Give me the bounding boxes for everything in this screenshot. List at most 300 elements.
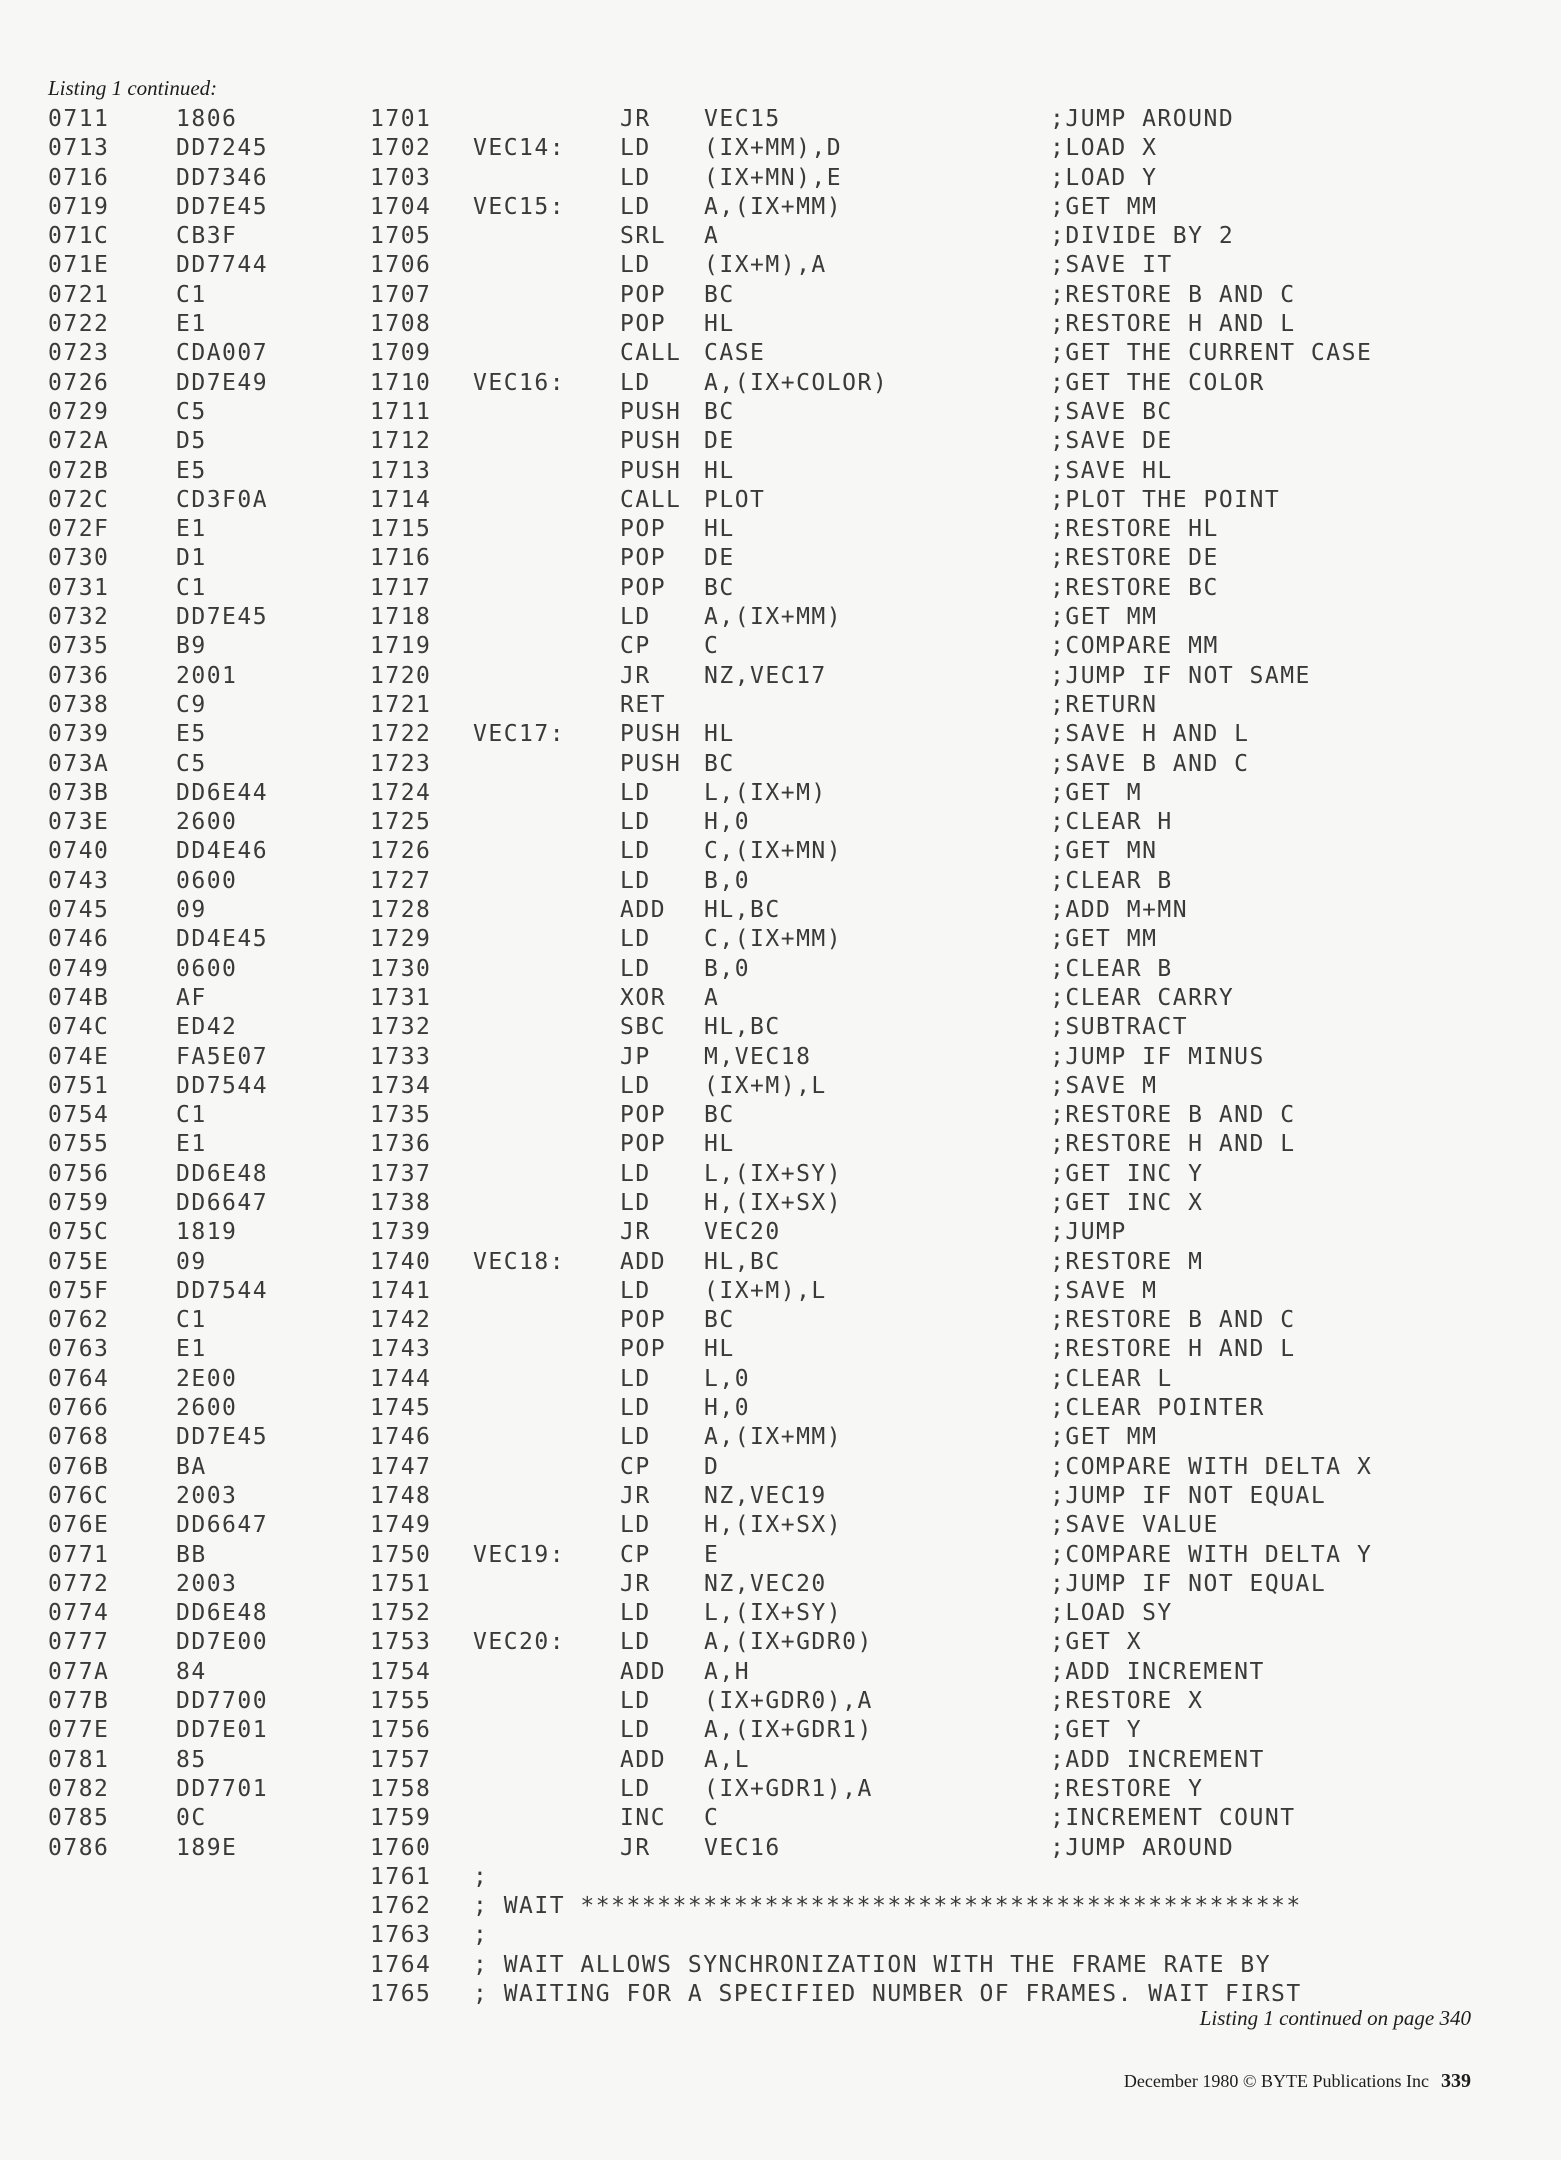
address: 0785 xyxy=(48,1805,110,1832)
operand: (IX+M),A xyxy=(704,252,827,279)
comment: ;ADD M+MN xyxy=(1050,897,1189,924)
object-code: DD7544 xyxy=(176,1277,269,1304)
comment: ;ADD INCREMENT xyxy=(1050,1746,1265,1773)
opcode: CALL xyxy=(620,486,682,513)
object-code: DD7E01 xyxy=(176,1717,269,1744)
opcode: LD xyxy=(620,1775,651,1802)
object-code: 0C xyxy=(176,1805,207,1832)
opcode: JR xyxy=(620,1570,651,1597)
object-code: 189E xyxy=(176,1834,238,1861)
operand: A,(IX+GDR0) xyxy=(704,1629,873,1656)
address: 0746 xyxy=(48,926,110,953)
line-number: 1735 xyxy=(370,1102,432,1129)
line-number: 1741 xyxy=(370,1277,432,1304)
address: 074B xyxy=(48,984,110,1011)
opcode: LD xyxy=(620,809,651,836)
address: 0768 xyxy=(48,1424,110,1451)
opcode: POP xyxy=(620,311,667,338)
line-number: 1750 xyxy=(370,1541,432,1568)
comment: ;CLEAR B xyxy=(1050,955,1173,982)
opcode: CALL xyxy=(620,340,682,367)
line-number: 1749 xyxy=(370,1512,432,1539)
comment: ;LOAD Y xyxy=(1050,164,1158,191)
operand: (IX+MN),E xyxy=(704,164,843,191)
opcode: SBC xyxy=(620,1014,667,1041)
comment: ;RESTORE H AND L xyxy=(1050,1336,1296,1363)
opcode: SRL xyxy=(620,223,667,250)
line-number: 1708 xyxy=(370,311,432,338)
comment: ;JUMP xyxy=(1050,1219,1127,1246)
object-code: 2003 xyxy=(176,1482,238,1509)
address: 0755 xyxy=(48,1131,110,1158)
opcode: LD xyxy=(620,369,651,396)
opcode: LD xyxy=(620,604,651,631)
address: 0739 xyxy=(48,721,110,748)
operand: BC xyxy=(704,281,735,308)
opcode: PUSH xyxy=(620,750,682,777)
operand: C xyxy=(704,1805,720,1832)
comment: ;RESTORE B AND C xyxy=(1050,1307,1296,1334)
operand: PLOT xyxy=(704,486,766,513)
object-code: 85 xyxy=(176,1746,207,1773)
comment: ;INCREMENT COUNT xyxy=(1050,1805,1296,1832)
comment: ;GET MM xyxy=(1050,926,1158,953)
opcode: LD xyxy=(620,838,651,865)
operand: (IX+GDR1),A xyxy=(704,1775,873,1802)
line-number: 1725 xyxy=(370,809,432,836)
comment: ;DIVIDE BY 2 xyxy=(1050,223,1235,250)
comment: ;SAVE HL xyxy=(1050,457,1173,484)
line-number: 1764 xyxy=(370,1951,432,1978)
comment: ;JUMP IF NOT EQUAL xyxy=(1050,1570,1327,1597)
page-footer xyxy=(1124,2070,1471,2093)
address: 0738 xyxy=(48,691,110,718)
object-code: 0600 xyxy=(176,867,238,894)
line-number: 1737 xyxy=(370,1160,432,1187)
comment: ;GET X xyxy=(1050,1629,1143,1656)
object-code: DD7346 xyxy=(176,164,269,191)
opcode: POP xyxy=(620,574,667,601)
line-number: 1755 xyxy=(370,1688,432,1715)
opcode: LD xyxy=(620,1424,651,1451)
line-number: 1765 xyxy=(370,1981,432,2007)
comment: ;RESTORE HL xyxy=(1050,516,1219,543)
operand: BC xyxy=(704,1307,735,1334)
opcode: LD xyxy=(620,1600,651,1627)
opcode: LD xyxy=(620,1277,651,1304)
operand: BC xyxy=(704,1102,735,1129)
operand: HL,BC xyxy=(704,1248,781,1275)
address: 072F xyxy=(48,516,110,543)
operand: BC xyxy=(704,574,735,601)
operand: NZ,VEC17 xyxy=(704,662,827,689)
issue-credit: December 1980 © BYTE Publications Inc xyxy=(1123,2071,1429,2091)
line-number: 1715 xyxy=(370,516,432,543)
operand: NZ,VEC20 xyxy=(704,1570,827,1597)
address: 076E xyxy=(48,1512,110,1539)
comment: ;RESTORE BC xyxy=(1050,574,1219,601)
opcode: INC xyxy=(620,1805,667,1832)
address: 0774 xyxy=(48,1600,110,1627)
opcode: JR xyxy=(620,1482,651,1509)
operand: A,(IX+GDR1) xyxy=(704,1717,873,1744)
object-code: C9 xyxy=(176,691,207,718)
opcode: POP xyxy=(620,545,667,572)
opcode: JR xyxy=(620,1834,651,1861)
operand: HL xyxy=(704,721,735,748)
address: 0730 xyxy=(48,545,110,572)
address: 075E xyxy=(48,1248,110,1275)
address: 0726 xyxy=(48,369,110,396)
address: 077A xyxy=(48,1658,110,1685)
line-number: 1726 xyxy=(370,838,432,865)
address: 0759 xyxy=(48,1189,110,1216)
line-number: 1722 xyxy=(370,721,432,748)
address: 077E xyxy=(48,1717,110,1744)
line-number: 1747 xyxy=(370,1453,432,1480)
line-number: 1717 xyxy=(370,574,432,601)
address: 0729 xyxy=(48,398,110,425)
opcode: LD xyxy=(620,1688,651,1715)
object-code: DD7E49 xyxy=(176,369,269,396)
opcode: LD xyxy=(620,193,651,220)
object-code: 1806 xyxy=(176,106,238,132)
label: VEC19: xyxy=(473,1541,566,1568)
line-number: 1703 xyxy=(370,164,432,191)
object-code: DD7544 xyxy=(176,1072,269,1099)
comment: ;SAVE DE xyxy=(1050,428,1173,455)
operand: HL xyxy=(704,1336,735,1363)
opcode: ADD xyxy=(620,897,667,924)
comment: ;RESTORE M xyxy=(1050,1248,1204,1275)
object-code: E5 xyxy=(176,457,207,484)
comment: ;GET MN xyxy=(1050,838,1158,865)
address: 074C xyxy=(48,1014,110,1041)
line-number: 1738 xyxy=(370,1189,432,1216)
comment: ;COMPARE WITH DELTA X xyxy=(1050,1453,1373,1480)
operand: B,0 xyxy=(704,867,751,894)
object-code: 2001 xyxy=(176,662,238,689)
address: 0754 xyxy=(48,1102,110,1129)
line-number: 1716 xyxy=(370,545,432,572)
address: 0731 xyxy=(48,574,110,601)
comment: ;SAVE BC xyxy=(1050,398,1173,425)
line-number: 1734 xyxy=(370,1072,432,1099)
opcode: POP xyxy=(620,1131,667,1158)
operand: A,H xyxy=(704,1658,751,1685)
comment: ;RESTORE B AND C xyxy=(1050,1102,1296,1129)
object-code: E5 xyxy=(176,721,207,748)
opcode: LD xyxy=(620,867,651,894)
opcode: XOR xyxy=(620,984,667,1011)
address: 071E xyxy=(48,252,110,279)
object-code: ED42 xyxy=(176,1014,238,1041)
operand: HL,BC xyxy=(704,1014,781,1041)
opcode: ADD xyxy=(620,1658,667,1685)
address: 0786 xyxy=(48,1834,110,1861)
operand: (IX+GDR0),A xyxy=(704,1688,873,1715)
object-code: CD3F0A xyxy=(176,486,269,513)
address: 0735 xyxy=(48,633,110,660)
operand: (IX+M),L xyxy=(704,1277,827,1304)
comment: ;LOAD X xyxy=(1050,135,1158,162)
object-code: 09 xyxy=(176,1248,207,1275)
object-code: 2600 xyxy=(176,1395,238,1422)
operand: A xyxy=(704,984,720,1011)
address: 0716 xyxy=(48,164,110,191)
comment: ;RESTORE DE xyxy=(1050,545,1219,572)
line-number: 1701 xyxy=(370,106,432,132)
operand: A,L xyxy=(704,1746,751,1773)
operand: A,(IX+MM) xyxy=(704,193,843,220)
line-number: 1707 xyxy=(370,281,432,308)
operand: H,0 xyxy=(704,809,751,836)
object-code: 0600 xyxy=(176,955,238,982)
comment: ;SAVE M xyxy=(1050,1072,1158,1099)
operand: VEC15 xyxy=(704,106,781,132)
comment: ;CLEAR H xyxy=(1050,809,1173,836)
comment: ;SAVE H AND L xyxy=(1050,721,1250,748)
comment: ;CLEAR L xyxy=(1050,1365,1173,1392)
operand: H,(IX+SX) xyxy=(704,1189,843,1216)
address: 071C xyxy=(48,223,110,250)
operand: VEC16 xyxy=(704,1834,781,1861)
operand: VEC20 xyxy=(704,1219,781,1246)
operand: HL xyxy=(704,516,735,543)
operand: H,0 xyxy=(704,1395,751,1422)
comment: ;JUMP IF NOT EQUAL xyxy=(1050,1482,1327,1509)
comment: ;GET M xyxy=(1050,779,1143,806)
object-code: AF xyxy=(176,984,207,1011)
opcode: JR xyxy=(620,106,651,132)
comment: ;PLOT THE POINT xyxy=(1050,486,1281,513)
operand: C,(IX+MM) xyxy=(704,926,843,953)
address: 0722 xyxy=(48,311,110,338)
object-code: DD4E46 xyxy=(176,838,269,865)
address: 0764 xyxy=(48,1365,110,1392)
line-number: 1752 xyxy=(370,1600,432,1627)
opcode: LD xyxy=(620,1365,651,1392)
line-number: 1704 xyxy=(370,193,432,220)
address: 0719 xyxy=(48,193,110,220)
object-code: B9 xyxy=(176,633,207,660)
comment: ;CLEAR CARRY xyxy=(1050,984,1235,1011)
address: 0763 xyxy=(48,1336,110,1363)
label: VEC16: xyxy=(473,369,566,396)
opcode: LD xyxy=(620,1629,651,1656)
opcode: LD xyxy=(620,1072,651,1099)
page-number: 339 xyxy=(1441,2070,1471,2092)
operand: L,0 xyxy=(704,1365,751,1392)
comment-text: ; WAIT *********************************************** xyxy=(473,1893,1302,1920)
line-number: 1748 xyxy=(370,1482,432,1509)
opcode: POP xyxy=(620,1102,667,1129)
object-code: DD7E45 xyxy=(176,604,269,631)
opcode: PUSH xyxy=(620,721,682,748)
object-code: DD7701 xyxy=(176,1775,269,1802)
line-number: 1729 xyxy=(370,926,432,953)
comment-text: ; xyxy=(473,1922,489,1949)
comment: ;RESTORE X xyxy=(1050,1688,1204,1715)
line-number: 1744 xyxy=(370,1365,432,1392)
object-code: DD7E45 xyxy=(176,1424,269,1451)
object-code: CB3F xyxy=(176,223,238,250)
comment-text: ; WAITING FOR A SPECIFIED NUMBER OF FRAMES. WAIT FIRST xyxy=(473,1981,1302,2007)
address: 077B xyxy=(48,1688,110,1715)
opcode: PUSH xyxy=(620,428,682,455)
opcode: LD xyxy=(620,1160,651,1187)
object-code: DD6E48 xyxy=(176,1600,269,1627)
opcode: LD xyxy=(620,164,651,191)
address: 074E xyxy=(48,1043,110,1070)
line-number: 1763 xyxy=(370,1922,432,1949)
object-code: C1 xyxy=(176,281,207,308)
comment-text: ; xyxy=(473,1863,489,1890)
line-number: 1751 xyxy=(370,1570,432,1597)
object-code: DD7744 xyxy=(176,252,269,279)
opcode: CP xyxy=(620,1453,651,1480)
opcode: LD xyxy=(620,1189,651,1216)
object-code: DD7E45 xyxy=(176,193,269,220)
comment: ;SAVE IT xyxy=(1050,252,1173,279)
operand: M,VEC18 xyxy=(704,1043,812,1070)
opcode: LD xyxy=(620,135,651,162)
line-number: 1743 xyxy=(370,1336,432,1363)
object-code: CDA007 xyxy=(176,340,269,367)
line-number: 1754 xyxy=(370,1658,432,1685)
line-number: 1757 xyxy=(370,1746,432,1773)
comment: ;GET THE CURRENT CASE xyxy=(1050,340,1373,367)
object-code: DD7700 xyxy=(176,1688,269,1715)
line-number: 1746 xyxy=(370,1424,432,1451)
address: 0781 xyxy=(48,1746,110,1773)
address: 0743 xyxy=(48,867,110,894)
operand: HL,BC xyxy=(704,897,781,924)
object-code: E1 xyxy=(176,516,207,543)
comment: ;GET Y xyxy=(1050,1717,1143,1744)
object-code: 2600 xyxy=(176,809,238,836)
address: 0740 xyxy=(48,838,110,865)
object-code: D1 xyxy=(176,545,207,572)
address: 0766 xyxy=(48,1395,110,1422)
line-number: 1724 xyxy=(370,779,432,806)
line-number: 1711 xyxy=(370,398,432,425)
address: 072C xyxy=(48,486,110,513)
line-number: 1732 xyxy=(370,1014,432,1041)
address: 0745 xyxy=(48,897,110,924)
comment: ;RESTORE Y xyxy=(1050,1775,1204,1802)
comment: ;GET MM xyxy=(1050,604,1158,631)
address: 0723 xyxy=(48,340,110,367)
line-number: 1756 xyxy=(370,1717,432,1744)
comment-text: ; WAIT ALLOWS SYNCHRONIZATION WITH THE FRAME RATE BY xyxy=(473,1951,1272,1978)
address: 072B xyxy=(48,457,110,484)
object-code: E1 xyxy=(176,1336,207,1363)
comment: ;SUBTRACT xyxy=(1050,1014,1189,1041)
object-code: C1 xyxy=(176,1102,207,1129)
comment: ;SAVE VALUE xyxy=(1050,1512,1219,1539)
line-number: 1728 xyxy=(370,897,432,924)
opcode: LD xyxy=(620,779,651,806)
operand: H,(IX+SX) xyxy=(704,1512,843,1539)
line-number: 1730 xyxy=(370,955,432,982)
opcode: POP xyxy=(620,281,667,308)
line-number: 1753 xyxy=(370,1629,432,1656)
opcode: CP xyxy=(620,1541,651,1568)
opcode: JR xyxy=(620,1219,651,1246)
object-code: D5 xyxy=(176,428,207,455)
opcode: PUSH xyxy=(620,398,682,425)
line-number: 1762 xyxy=(370,1893,432,1920)
label: VEC18: xyxy=(473,1248,566,1275)
address: 0777 xyxy=(48,1629,110,1656)
object-code: 2003 xyxy=(176,1570,238,1597)
comment: ;SAVE B AND C xyxy=(1050,750,1250,777)
line-number: 1702 xyxy=(370,135,432,162)
operand: A,(IX+MM) xyxy=(704,1424,843,1451)
address: 0732 xyxy=(48,604,110,631)
line-number: 1710 xyxy=(370,369,432,396)
opcode: LD xyxy=(620,1717,651,1744)
operand: CASE xyxy=(704,340,766,367)
line-number: 1745 xyxy=(370,1395,432,1422)
address: 0736 xyxy=(48,662,110,689)
comment: ;COMPARE MM xyxy=(1050,633,1219,660)
address: 073E xyxy=(48,809,110,836)
comment: ;COMPARE WITH DELTA Y xyxy=(1050,1541,1373,1568)
address: 072A xyxy=(48,428,110,455)
address: 0713 xyxy=(48,135,110,162)
operand: (IX+MM),D xyxy=(704,135,843,162)
address: 075C xyxy=(48,1219,110,1246)
address: 0711 xyxy=(48,106,110,132)
line-number: 1759 xyxy=(370,1805,432,1832)
operand: A xyxy=(704,223,720,250)
opcode: ADD xyxy=(620,1248,667,1275)
operand: D xyxy=(704,1453,720,1480)
comment: ;RESTORE B AND C xyxy=(1050,281,1296,308)
line-number: 1712 xyxy=(370,428,432,455)
operand: L,(IX+M) xyxy=(704,779,827,806)
label: VEC17: xyxy=(473,721,566,748)
operand: HL xyxy=(704,457,735,484)
line-number: 1706 xyxy=(370,252,432,279)
comment: ;ADD INCREMENT xyxy=(1050,1658,1265,1685)
address: 0771 xyxy=(48,1541,110,1568)
object-code: E1 xyxy=(176,1131,207,1158)
line-number: 1736 xyxy=(370,1131,432,1158)
object-code: C1 xyxy=(176,574,207,601)
line-number: 1723 xyxy=(370,750,432,777)
operand: L,(IX+SY) xyxy=(704,1600,843,1627)
continued-note: Listing 1 continued on page 340 xyxy=(1199,2006,1471,2030)
label: VEC20: xyxy=(473,1629,566,1656)
object-code: DD6647 xyxy=(176,1189,269,1216)
comment: ;LOAD SY xyxy=(1050,1600,1173,1627)
object-code: BA xyxy=(176,1453,207,1480)
operand: BC xyxy=(704,750,735,777)
line-number: 1740 xyxy=(370,1248,432,1275)
label: VEC14: xyxy=(473,135,566,162)
line-number: 1714 xyxy=(370,486,432,513)
address: 0751 xyxy=(48,1072,110,1099)
opcode: LD xyxy=(620,1512,651,1539)
address: 075F xyxy=(48,1277,110,1304)
line-number: 1709 xyxy=(370,340,432,367)
operand: A,(IX+MM) xyxy=(704,604,843,631)
line-number: 1727 xyxy=(370,867,432,894)
operand: A,(IX+COLOR) xyxy=(704,369,889,396)
